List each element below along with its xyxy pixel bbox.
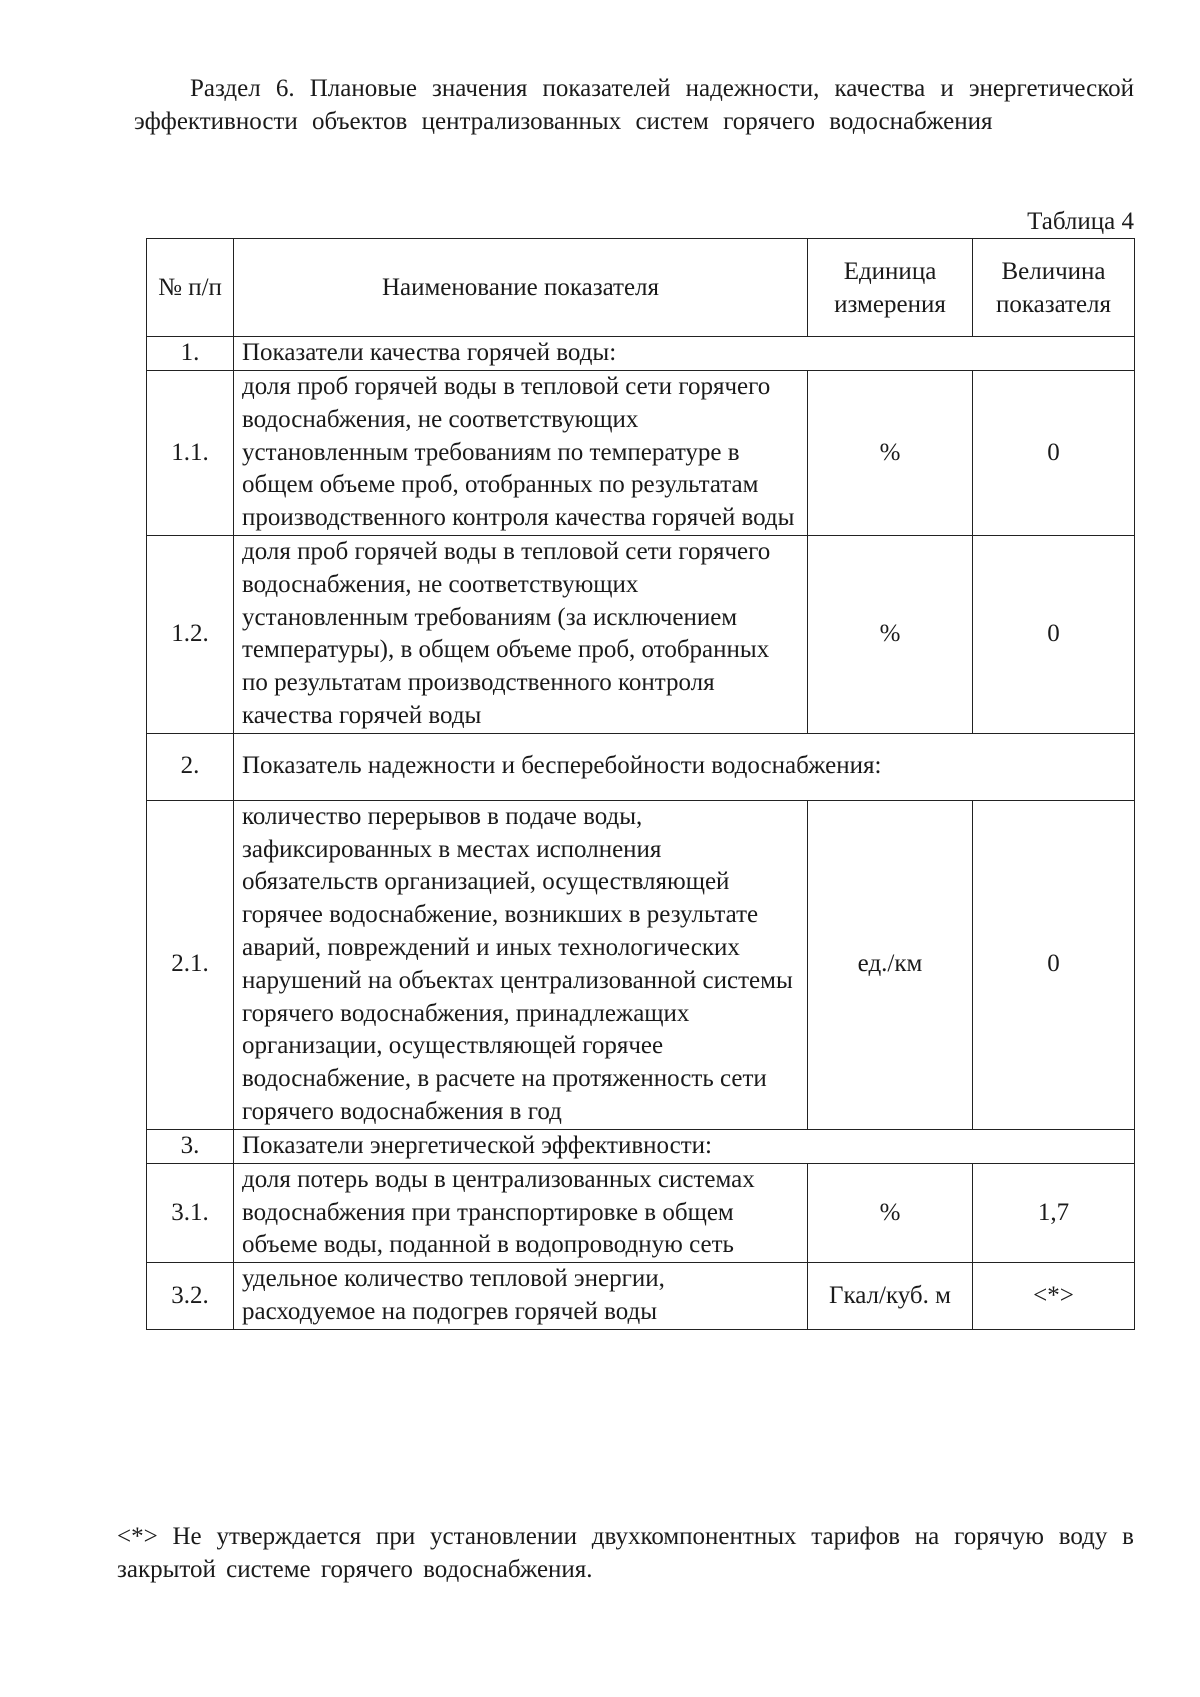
table-row	[147, 371, 1135, 536]
row-name: доля потерь воды в централизованных системах водоснабжения при транспортировке в общем объеме воды, поданной в водопроводную сеть	[234, 1163, 808, 1262]
row-num: 3.1.	[147, 1163, 234, 1262]
header-unit: Единица измерения	[808, 239, 973, 337]
row-unit: %	[808, 535, 973, 733]
header-name: Наименование показателя	[234, 239, 808, 337]
table-header-row	[147, 239, 1135, 337]
table-row	[147, 733, 1135, 800]
row-value: 0	[973, 371, 1135, 536]
table-row	[147, 1263, 1135, 1330]
row-name: Показатели энергетической эффективности:	[234, 1129, 1135, 1163]
table-row	[147, 800, 1135, 1129]
row-name: Показатель надежности и бесперебойности водоснабжения:	[234, 733, 1135, 800]
row-num: 1.	[147, 337, 234, 371]
row-num: 3.	[147, 1129, 234, 1163]
indicators-table	[146, 238, 1135, 1330]
row-name: Показатели качества горячей воды:	[234, 337, 1135, 371]
header-value: Величина показателя	[973, 239, 1135, 337]
row-name: доля проб горячей воды в тепловой сети горячего водоснабжения, не соответствующих установленным требованиям по температуре в общем объеме проб, отобранных по результатам производственного контроля качества горячей воды	[234, 371, 808, 536]
table-label: Таблица 4	[1027, 208, 1134, 235]
table-row	[147, 1129, 1135, 1163]
row-unit: %	[808, 1163, 973, 1262]
header-num: № п/п	[147, 239, 234, 337]
footnote: <*> Не утверждается при установлении двухкомпонентных тарифов на горячую воду в закрытой системе горячего водоснабжения.	[117, 1523, 1134, 1583]
table-row	[147, 337, 1135, 371]
row-value: 0	[973, 535, 1135, 733]
row-num: 1.2.	[147, 535, 234, 733]
row-unit: ед./км	[808, 800, 973, 1129]
row-unit: %	[808, 371, 973, 536]
table-row	[147, 535, 1135, 733]
row-name: количество перерывов в подаче воды, зафиксированных в местах исполнения обязательств организацией, осуществляющей горячее водоснабжение, возникших в результате аварий, повреждений и иных технологических нарушений на объектах централизованной системы горячего водоснабжения, принадлежащих организации, осуществляющей горячее водоснабжение, в расчете на протяженность сети горячего водоснабжения в год	[234, 800, 808, 1129]
row-name: доля проб горячей воды в тепловой сети горячего водоснабжения, не соответствующих установленным требованиям (за исключением температуры), в общем объеме проб, отобранных по результатам производственного контроля качества горячей воды	[234, 535, 808, 733]
row-num: 1.1.	[147, 371, 234, 536]
row-name: удельное количество тепловой энергии, расходуемое на подогрев горячей воды	[234, 1263, 808, 1330]
row-num: 2.1.	[147, 800, 234, 1129]
section-title: Раздел 6. Плановые значения показателей надежности, качества и энергетической эффективности объектов централизованных систем горячего водоснабжения	[134, 75, 1134, 135]
row-num: 3.2.	[147, 1263, 234, 1330]
row-value: 1,7	[973, 1163, 1135, 1262]
table-row	[147, 1163, 1135, 1262]
row-value: 0	[973, 800, 1135, 1129]
row-value: <*>	[973, 1263, 1135, 1330]
row-num: 2.	[147, 733, 234, 800]
row-unit: Гкал/куб. м	[808, 1263, 973, 1330]
